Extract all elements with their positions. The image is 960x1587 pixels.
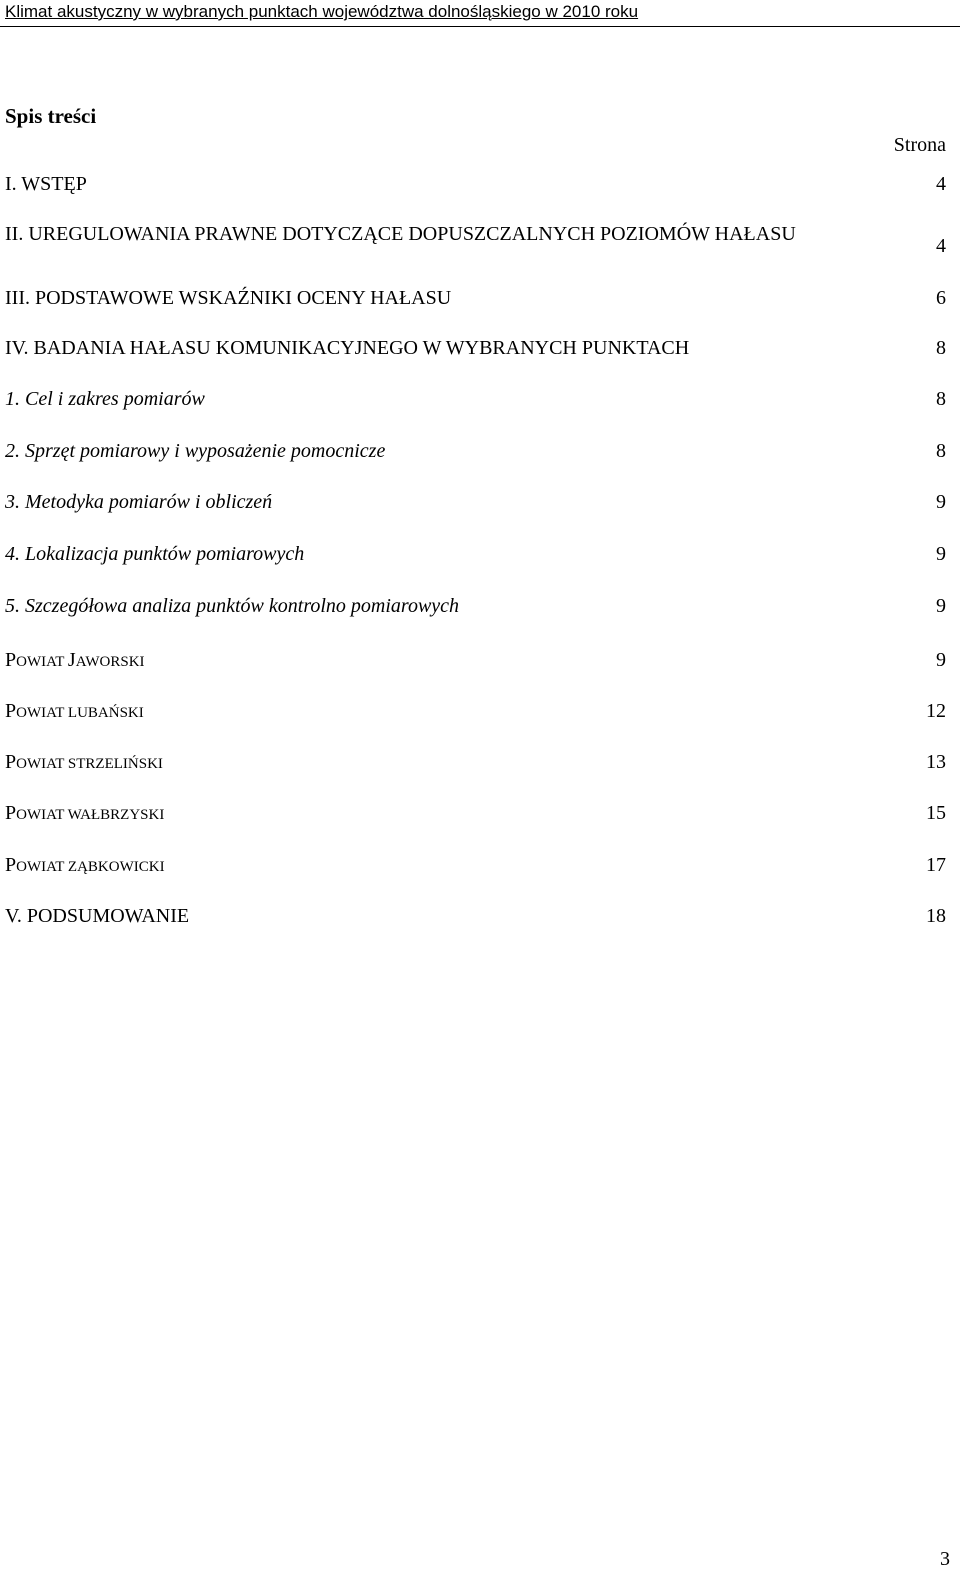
toc-entry-text: 3. Metodyka pomiarów i obliczeń	[5, 491, 273, 513]
toc-entry-page: 8	[936, 337, 946, 359]
toc-entry-text: III. PODSTAWOWE WSKAŹNIKI OCENY HAŁASU	[5, 287, 452, 309]
toc-entry-text: POWIAT LUBAŃSKI	[5, 700, 144, 722]
toc-entry-text: IV. BADANIA HAŁASU KOMUNIKACYJNEGO W WYBRANYCH PUNKTACH	[5, 337, 690, 359]
toc-entry-regulations[interactable]	[5, 222, 946, 270]
page-number: 3	[940, 1548, 950, 1570]
toc-entry-page: 4	[936, 173, 946, 195]
toc-entry-page: 8	[936, 388, 946, 410]
toc-entry-text: POWIAT WAŁBRZYSKI	[5, 802, 165, 824]
toc-entry-text: V. PODSUMOWANIE	[5, 905, 190, 927]
page-column-label: Strona	[893, 134, 946, 156]
toc-entry-text: POWIAT ZĄBKOWICKI	[5, 854, 165, 876]
toc-entry-text: 5. Szczegółowa analiza punktów kontrolno pomiarowych	[5, 595, 460, 617]
toc-entry-text: 2. Sprzęt pomiarowy i wyposażenie pomocnicze	[5, 440, 386, 462]
toc-entry-page: 9	[936, 543, 946, 565]
toc-entry-page: 13	[926, 751, 946, 773]
toc-entry-page: 9	[936, 595, 946, 617]
toc-entry-page: 18	[926, 905, 946, 927]
toc-entry-page: 9	[936, 649, 946, 671]
toc-entry-page: 6	[936, 287, 946, 309]
toc-entry-page: 12	[926, 700, 946, 722]
toc-entry-page: 9	[936, 491, 946, 513]
toc-entry-text: POWIAT JAWORSKI	[5, 649, 145, 671]
toc-entry-page: 4	[936, 235, 946, 257]
toc-entry-text: 1. Cel i zakres pomiarów	[5, 388, 205, 410]
toc-heading: Spis treści	[5, 104, 97, 128]
toc-entry-text: POWIAT STRZELIŃSKI	[5, 751, 163, 773]
toc-entry-page: 8	[936, 440, 946, 462]
toc-entry-text: 4. Lokalizacja punktów pomiarowych	[5, 543, 305, 565]
toc-entry-page: 17	[926, 854, 946, 876]
running-header	[0, 0, 960, 27]
toc-entry-page: 15	[926, 802, 946, 824]
document-title: Klimat akustyczny w wybranych punktach województwa dolnośląskiego w 2010 roku	[5, 2, 639, 21]
toc-entry-text: II. UREGULOWANIA PRAWNE DOTYCZĄCE DOPUSZCZALNYCH POZIOMÓW HAŁASU	[5, 223, 796, 245]
toc-entry-text: I. WSTĘP	[5, 173, 87, 195]
